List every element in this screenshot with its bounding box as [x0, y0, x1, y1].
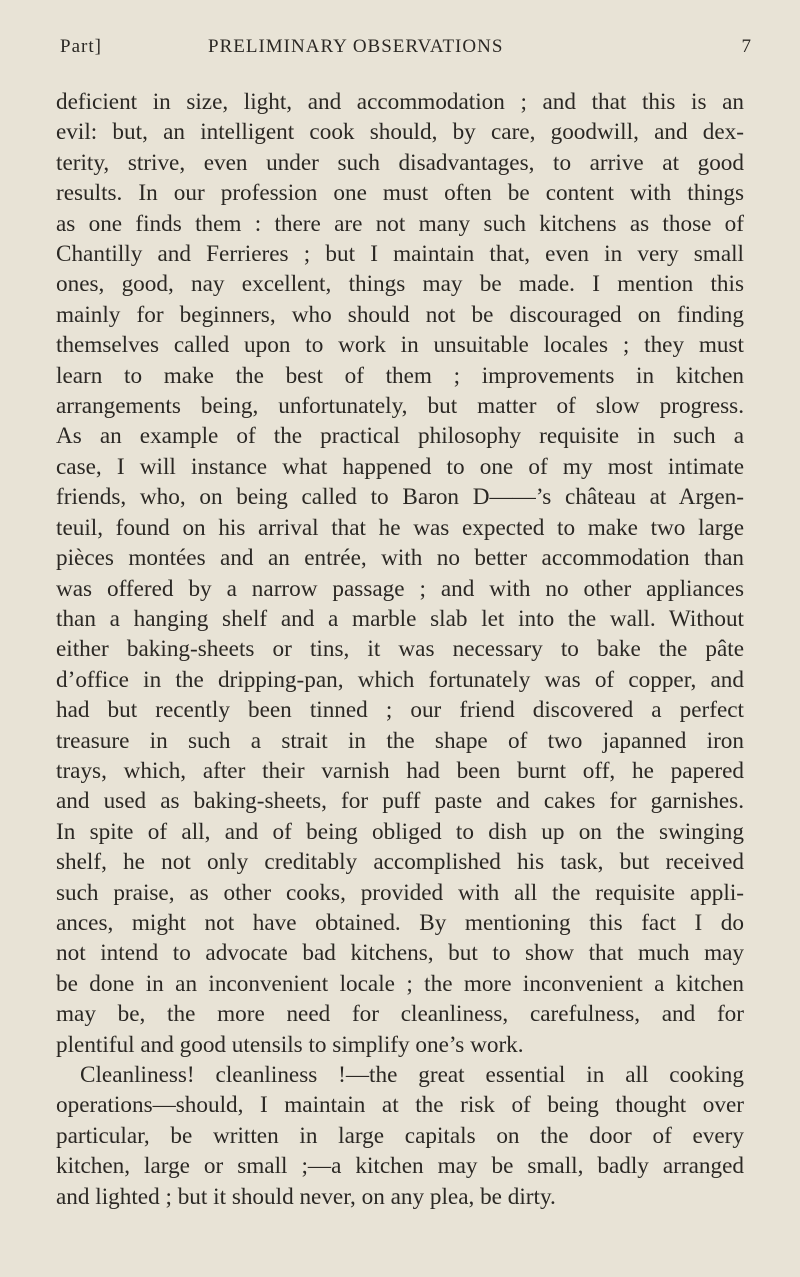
text-line: Cleanliness! cleanliness !—the great essential in all cooking — [80, 1062, 744, 1088]
text-line: may be, the more need for cleanliness, carefulness, and for — [56, 1001, 744, 1028]
text-line: terity, strive, even under such disadvantages, to arrive at good — [56, 149, 744, 176]
text-line: trays, which, after their varnish had been burnt off, he papered — [56, 757, 744, 784]
text-line: In spite of all, and of being obliged to dish up on the swinging — [56, 818, 744, 845]
text-line: operations—should, I maintain at the risk of being thought over — [56, 1092, 744, 1119]
text-line: than a hanging shelf and a marble slab let into the wall. Without — [56, 605, 744, 632]
text-line: d’office in the dripping-pan, which fortunately was of copper, and — [56, 666, 744, 693]
text-line: results. In our profession one must often be content with things — [56, 180, 744, 207]
text-line: learn to make the best of them ; improvements in kitchen — [56, 362, 744, 389]
text-line: either baking-sheets or tins, it was necessary to bake the pâte — [56, 636, 744, 663]
text-line: mainly for beginners, who should not be discouraged on finding — [56, 301, 744, 328]
text-line: ances, might not have obtained. By mentioning this fact I do — [56, 909, 744, 936]
text-line: As an example of the practical philosophy requisite in such a — [56, 423, 744, 450]
text-line: teuil, found on his arrival that he was expected to make two large — [56, 514, 744, 541]
text-line: friends, who, on being called to Baron D——’s château at Argen- — [56, 484, 744, 511]
running-header — [60, 26, 760, 66]
text-line: plentiful and good utensils to simplify one’s work. — [56, 1031, 524, 1058]
text-line: arrangements being, unfortunately, but matter of slow progress. — [56, 393, 744, 420]
text-line: themselves called upon to work in unsuitable locales ; they must — [56, 332, 744, 359]
text-line: had but recently been tinned ; our friend discovered a perfect — [56, 697, 744, 724]
text-line: and lighted ; but it should never, on any plea, be dirty. — [56, 1183, 556, 1210]
text-line: not intend to advocate bad kitchens, but to show that much may — [56, 940, 744, 967]
text-line: evil: but, an intelligent cook should, by care, goodwill, and dex- — [56, 119, 744, 146]
header-title: PRELIMINARY OBSERVATIONS — [208, 36, 504, 57]
header-part-label: Part] — [60, 36, 102, 57]
text-line: such praise, as other cooks, provided with all the requisite appli- — [56, 879, 744, 906]
text-line: and used as baking-sheets, for puff paste and cakes for garnishes. — [56, 788, 744, 815]
text-line: treasure in such a strait in the shape of two japanned iron — [56, 727, 744, 754]
text-line: case, I will instance what happened to one of my most intimate — [56, 453, 744, 480]
text-line: was offered by a narrow passage ; and with no other appliances — [56, 575, 744, 602]
text-line: be done in an inconvenient locale ; the more inconvenient a kitchen — [56, 970, 744, 997]
text-line: pièces montées and an entrée, with no better accommodation than — [56, 545, 744, 572]
text-line: kitchen, large or small ;—a kitchen may be small, badly arranged — [56, 1153, 744, 1180]
text-line: ones, good, nay excellent, things may be made. I mention this — [56, 271, 744, 298]
text-line: Chantilly and Ferrieres ; but I maintain that, even in very small — [56, 241, 744, 268]
page-number: 7 — [741, 36, 752, 57]
text-line: as one finds them : there are not many such kitchens as those of — [56, 210, 744, 237]
text-line: particular, be written in large capitals on the door of every — [56, 1122, 744, 1149]
text-line: shelf, he not only creditably accomplished his task, but received — [56, 849, 744, 876]
text-line: deficient in size, light, and accommodation ; and that this is an — [56, 89, 744, 115]
body-text — [56, 87, 744, 1212]
